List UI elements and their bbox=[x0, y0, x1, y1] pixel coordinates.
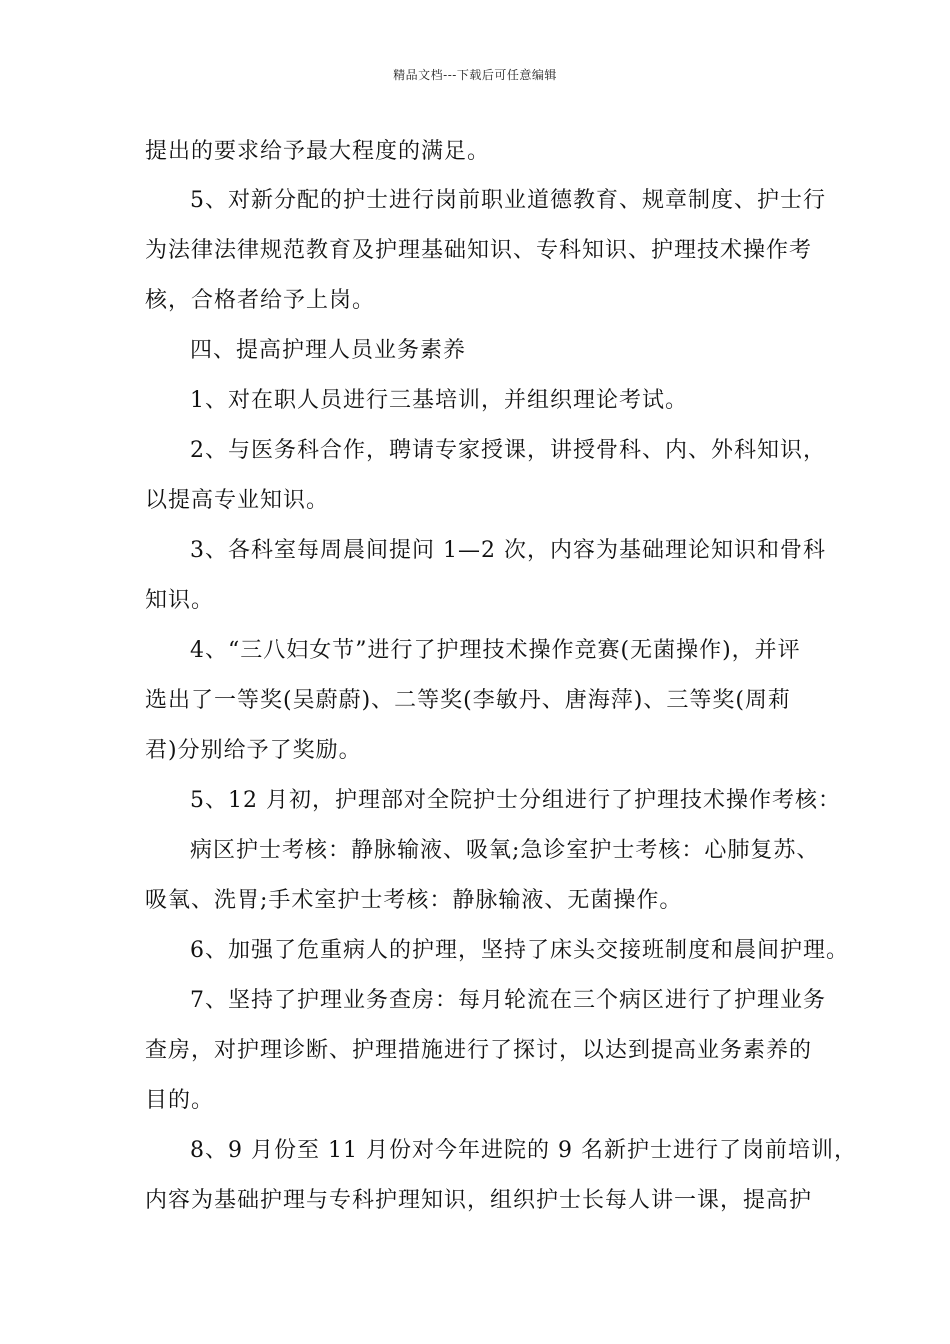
text-line: 5、对新分配的护士进行岗前职业道德教育、规章制度、护士行 bbox=[190, 188, 826, 213]
text-line: 目的。 bbox=[145, 1088, 215, 1113]
text-line: 4、“三八妇女节”进行了护理技术操作竞赛(无菌操作)，并评 bbox=[190, 638, 801, 663]
text-line: 提出的要求给予最大程度的满足。 bbox=[145, 139, 491, 164]
section-heading: 四、提高护理人员业务素养 bbox=[190, 338, 467, 363]
text-line: 5、12 月初，护理部对全院护士分组进行了护理技术操作考核： bbox=[190, 788, 841, 813]
text-line: 8、9 月份至 11 月份对今年进院的 9 名新护士进行了岗前培训， bbox=[190, 1138, 857, 1163]
text-line: 3、各科室每周晨间提问 1—2 次，内容为基础理论知识和骨科 bbox=[190, 538, 826, 563]
text-line: 2、与医务科合作，聘请专家授课，讲授骨科、内、外科知识， bbox=[190, 438, 826, 463]
text-line: 知识。 bbox=[145, 588, 215, 613]
page-header: 精品文档---下载后可任意编辑 bbox=[393, 68, 557, 82]
text-line: 选出了一等奖(吴蔚蔚)、二等奖(李敏丹、唐海萍)、三等奖(周莉 bbox=[145, 688, 791, 713]
text-line: 病区护士考核：静脉输液、吸氧;急诊室护士考核：心肺复苏、 bbox=[190, 838, 820, 863]
text-line: 君)分别给予了奖励。 bbox=[145, 738, 362, 763]
text-line: 查房，对护理诊断、护理措施进行了探讨，以达到提高业务素养的 bbox=[145, 1038, 813, 1063]
text-line: 以提高专业知识。 bbox=[145, 488, 330, 513]
text-line: 内容为基础护理与专科护理知识，组织护士长每人讲一课，提高护 bbox=[145, 1188, 813, 1213]
text-line: 为法律法律规范教育及护理基础知识、专科知识、护理技术操作考 bbox=[145, 238, 813, 263]
text-line: 7、坚持了护理业务查房：每月轮流在三个病区进行了护理业务 bbox=[190, 988, 826, 1013]
text-line: 吸氧、洗胃;手术室护士考核：静脉输液、无菌操作。 bbox=[145, 888, 683, 913]
text-line: 6、加强了危重病人的护理，坚持了床头交接班制度和晨间护理。 bbox=[190, 938, 849, 963]
text-line: 核，合格者给予上岗。 bbox=[145, 288, 376, 313]
text-line: 1、对在职人员进行三基培训，并组织理论考试。 bbox=[190, 388, 688, 413]
